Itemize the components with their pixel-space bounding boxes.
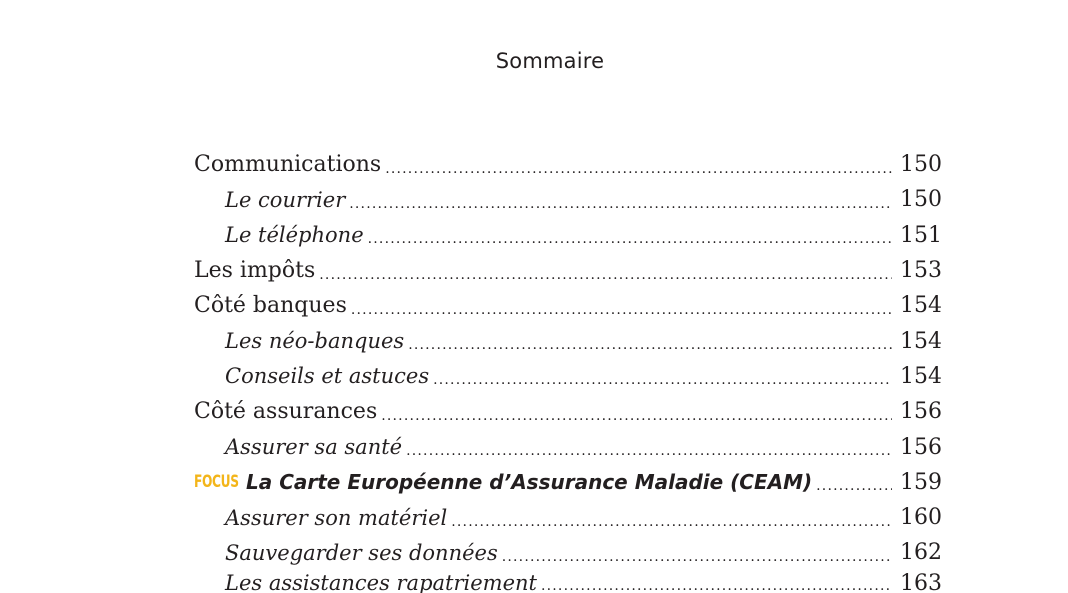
toc-entry-label: Sauvegarder ses données bbox=[225, 540, 498, 565]
toc-subentry[interactable] bbox=[194, 429, 942, 464]
toc-entry-label: La Carte Européenne d’Assurance Maladie (CEAM) bbox=[246, 470, 813, 495]
dot-leader bbox=[408, 337, 892, 353]
toc-entry-page: 150 bbox=[900, 187, 942, 213]
dot-leader bbox=[319, 267, 892, 283]
toc-entry-page: 159 bbox=[900, 469, 942, 495]
toc-entry-page: 151 bbox=[900, 222, 942, 248]
dot-leader bbox=[502, 549, 892, 565]
toc-entry[interactable] bbox=[194, 253, 942, 288]
toc-entry-page: 154 bbox=[900, 328, 942, 354]
toc-entry-label: Assurer sa santé bbox=[225, 435, 403, 460]
dot-leader bbox=[406, 443, 892, 459]
focus-tag: FOCUS bbox=[194, 472, 239, 493]
toc-entry-label: Les assistances rapatriement bbox=[225, 570, 537, 593]
toc-entry-label: Les néo-banques bbox=[225, 329, 405, 354]
toc-entry[interactable] bbox=[194, 288, 942, 323]
toc-entry-page: 156 bbox=[900, 434, 942, 460]
toc-entry-label: Conseils et astuces bbox=[225, 364, 430, 389]
dot-leader bbox=[385, 161, 892, 177]
toc-entry-page: 153 bbox=[900, 258, 942, 284]
toc-entry-page: 160 bbox=[900, 505, 942, 531]
page-title: Sommaire bbox=[495, 49, 605, 73]
toc-entry-label: Communications bbox=[194, 152, 382, 178]
toc-subentry[interactable] bbox=[194, 500, 942, 535]
toc-entry[interactable] bbox=[194, 147, 942, 182]
toc-entry-page: 162 bbox=[900, 540, 942, 566]
toc-subentry[interactable] bbox=[194, 359, 942, 394]
toc-subentry[interactable] bbox=[194, 218, 942, 253]
toc-subentry[interactable] bbox=[194, 571, 942, 593]
toc-entry[interactable] bbox=[194, 394, 942, 429]
toc-entry-page: 154 bbox=[900, 293, 942, 319]
toc-entry-page: 154 bbox=[900, 363, 942, 389]
toc-entry-label: Côté banques bbox=[194, 293, 347, 319]
toc-entry-label: Les impôts bbox=[194, 258, 316, 284]
toc-focus-entry[interactable] bbox=[194, 465, 942, 500]
dot-leader bbox=[451, 514, 892, 530]
toc-subentry[interactable] bbox=[194, 535, 942, 570]
dot-leader bbox=[368, 231, 892, 247]
dot-leader bbox=[816, 478, 892, 494]
dot-leader bbox=[351, 302, 892, 318]
toc-entry-page: 156 bbox=[900, 399, 942, 425]
dot-leader bbox=[349, 196, 892, 212]
toc-entry-label: Assurer son matériel bbox=[225, 505, 448, 530]
dot-leader bbox=[381, 408, 892, 424]
toc-subentry[interactable] bbox=[194, 323, 942, 358]
toc-entry-label: Le téléphone bbox=[225, 223, 364, 248]
table-of-contents bbox=[194, 147, 942, 593]
dot-leader bbox=[433, 372, 892, 388]
toc-entry-page: 150 bbox=[900, 152, 942, 178]
toc-entry-label: Le courrier bbox=[225, 187, 346, 212]
toc-entry-label: Côté assurances bbox=[194, 399, 378, 425]
toc-subentry[interactable] bbox=[194, 182, 942, 217]
toc-entry-page: 163 bbox=[900, 570, 942, 593]
